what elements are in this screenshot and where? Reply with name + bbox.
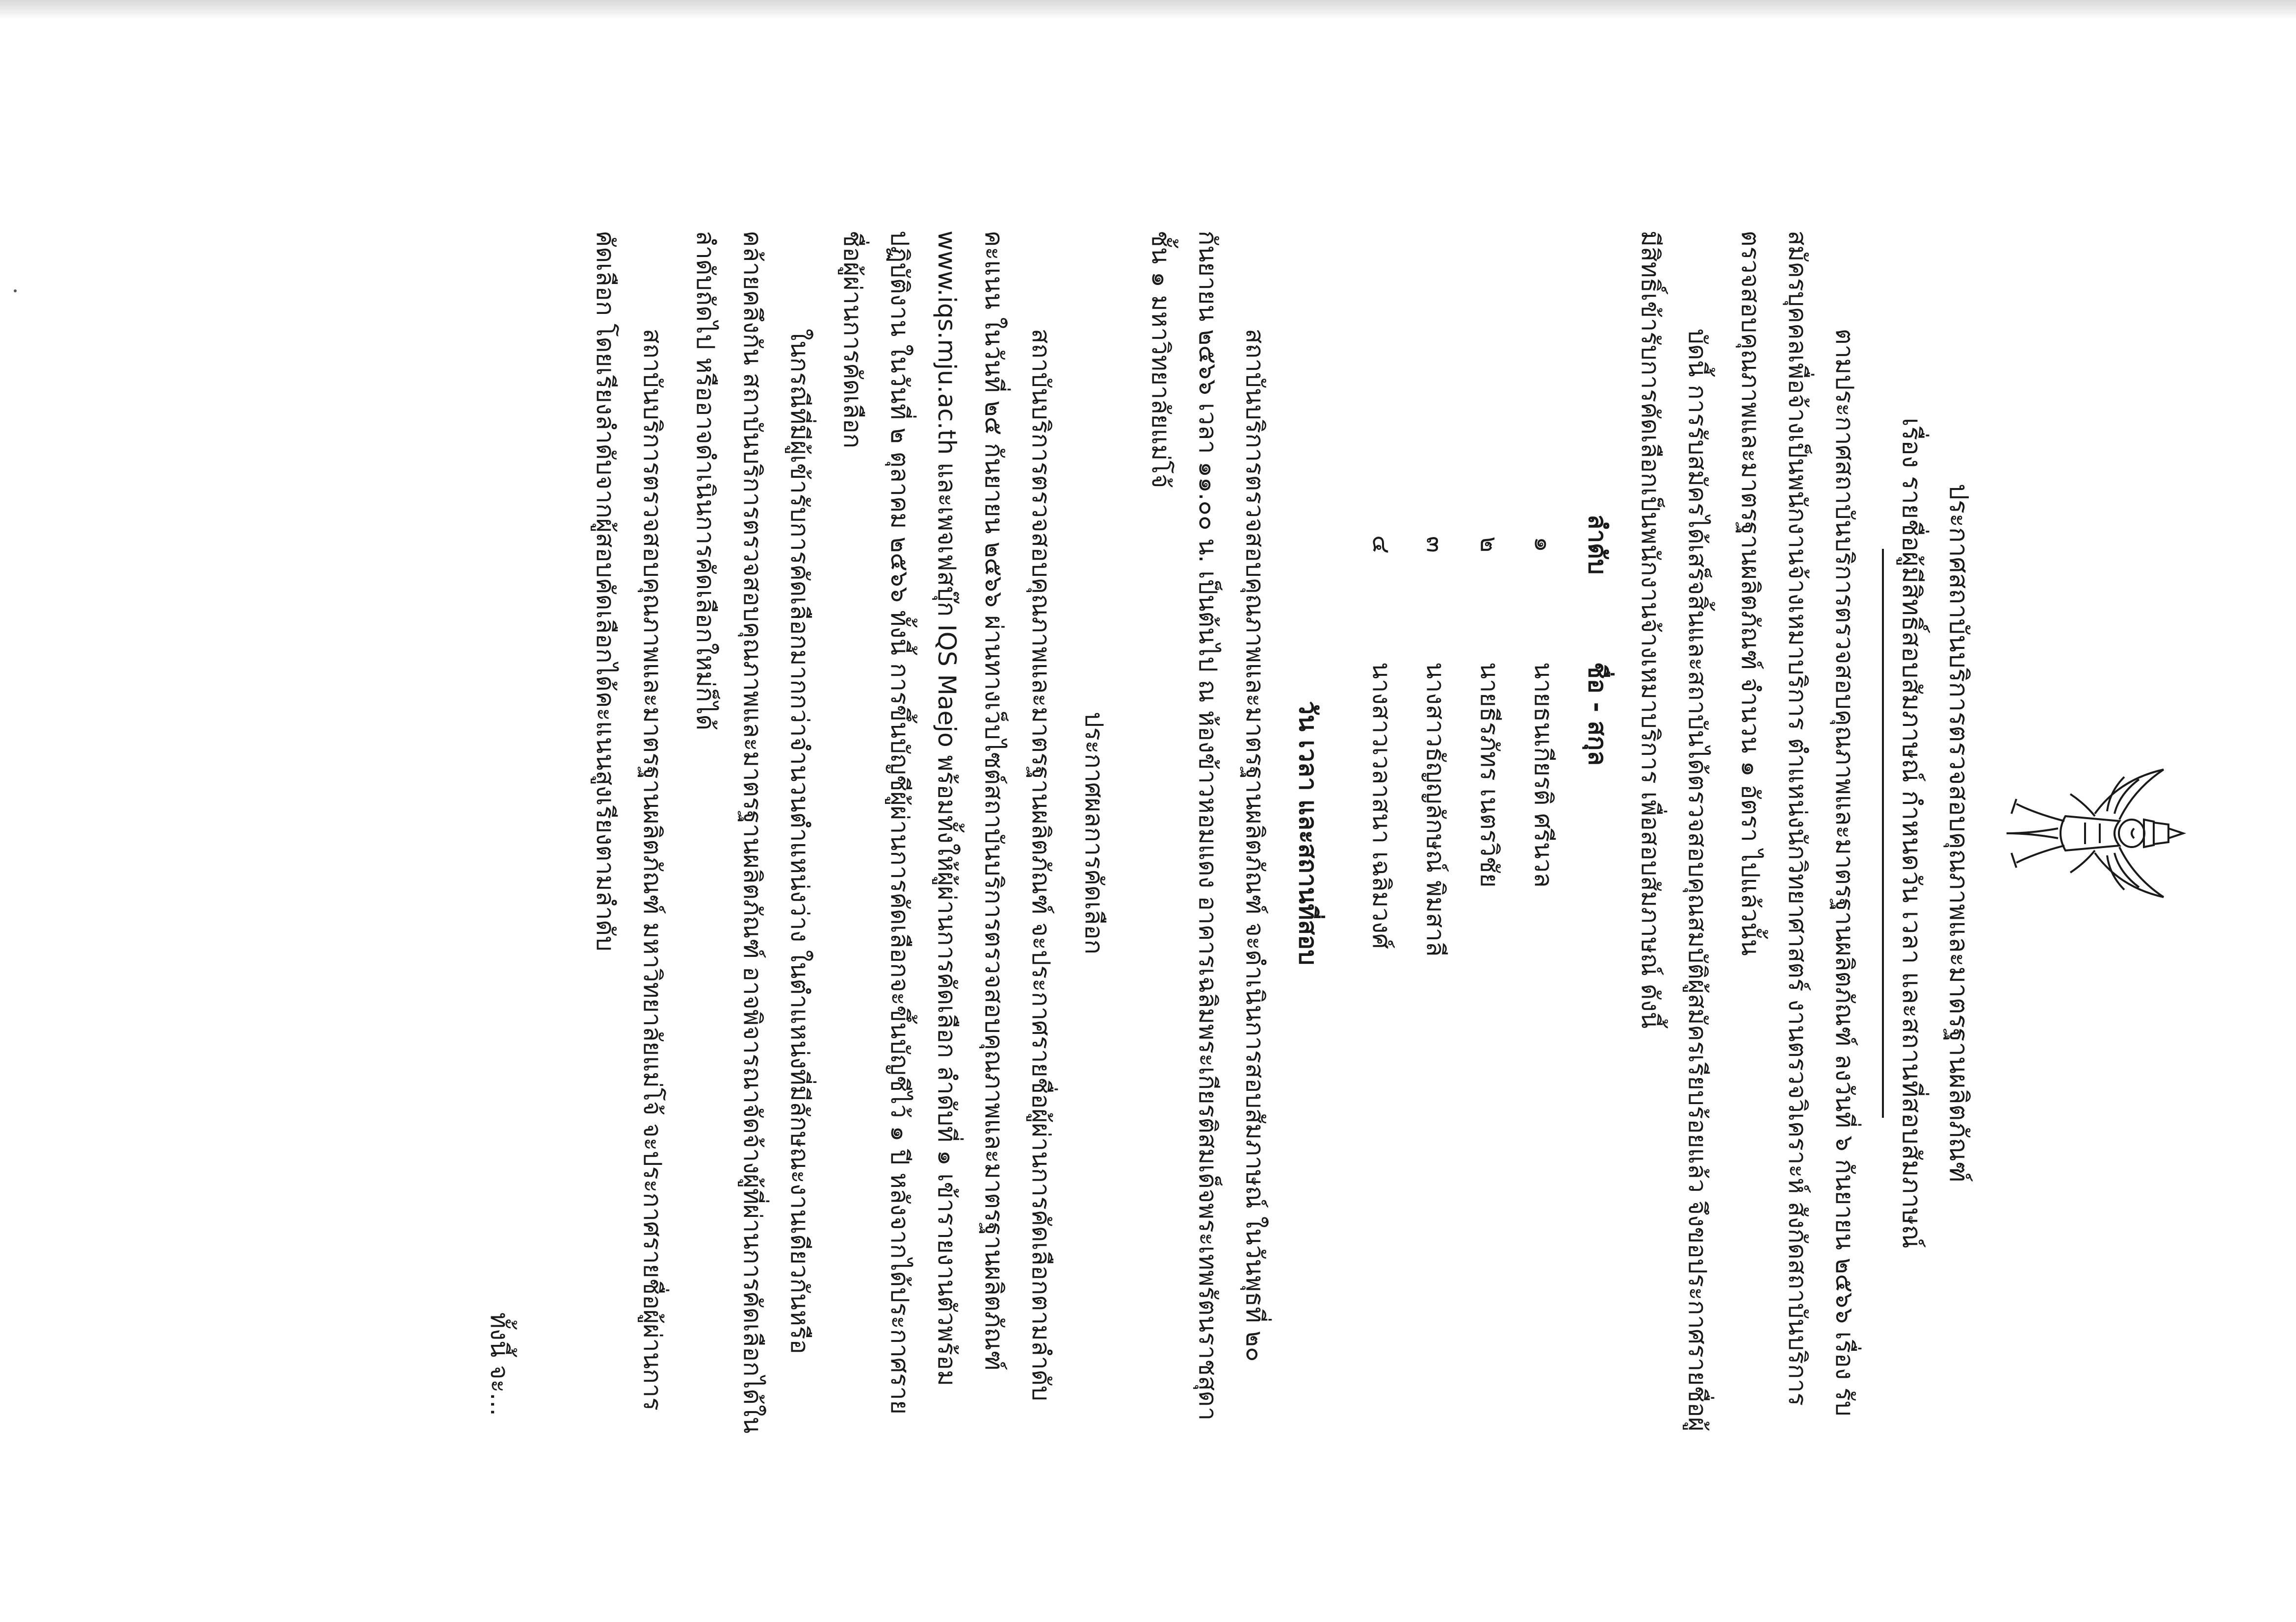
- candidate-order: ๒: [1475, 536, 1504, 553]
- exam-paragraph: สถาบันบริการตรวจสอบคุณภาพและมาตรฐานผลิตภัณฑ์ จะดำเนินการสอบสัมภาษณ์ ในวันพุธที่ ๒๐ กันยายน ๒๕๖๖ เวลา ๑๑.๐๐ น. เป็นต้นไป ณ ห้องข้าวหอมแดง อาคารเฉลิมพระเกียรติสมเด็จพระเทพรัตนราชสุดา ชั้น ๑ มหาวิทยาลัยแม่โจ้: [1147, 231, 1269, 1421]
- candidate-name: นางสาวเวลาสนา เฉลิมวงศ์: [1367, 662, 1396, 949]
- candidate-row: [1513, 437, 1567, 1153]
- result-section-heading: ประกาศผลการคัดเลือก: [1080, 712, 1108, 954]
- candidate-row: [1351, 437, 1405, 1153]
- result-paragraph-1: สถาบันบริการตรวจสอบคุณภาพและมาตรฐานผลิตภัณฑ์ จะประกาศรายชื่อผู้ผ่านการคัดเลือกตามลำดับคะแนน ในวันที่ ๒๕ กันยายน ๒๕๖๖ ผ่านทางเว็บไซต์สถาบันบริการตรวจสอบคุณภาพและมาตรฐานผลิตภัณฑ์ www.iqs.mju.ac.th และเพจเฟสบุ๊ก IQS Maejo พร้อมทั้งให้ผู้ผ่านการคัดเลือก ลำดับที่ ๑ เข้ารายงานตัวพร้อมปฏิบัติงาน ในวันที่ ๒ ตุลาคม ๒๕๖๖ ทั้งนี้ การขึ้นบัญชีผู้ผ่านการคัดเลือกจะขึ้นบัญชีไว้ ๑ ปี หลังจากได้ประกาศรายชื่อผู้ผ่านการคัดเลือก: [838, 231, 1055, 1415]
- candidate-name: นางสาวธัญญลักษณ์ พิมสาลี: [1421, 662, 1450, 957]
- candidate-row: [1405, 437, 1459, 1153]
- candidate-order: ๔: [1367, 535, 1396, 554]
- candidate-list-header: [1567, 437, 1621, 1153]
- doc-title-line2: เรื่อง รายชื่อผู้มีสิทธิ์สอบสัมภาษณ์ กำหนดวัน เวลา และสถานที่สอบสัมภาษณ์: [1897, 417, 1926, 1249]
- emblem-area: [1982, 231, 2193, 1436]
- intro-paragraph-1: ตามประกาศสถาบันบริการตรวจสอบคุณภาพและมาตรฐานผลิตภัณฑ์ ลงวันที่ ๖ กันยายน ๒๕๖๖ เรื่อง รับสมัครบุคคลเพื่อจ้างเป็นพนักงานจ้างเหมาบริการ ตำแหน่งนักวิทยาศาสตร์ งานตรวจวิเคราะห์ สังกัดสถาบันบริการตรวจสอบคุณภาพและมาตรฐานผลิตภัณฑ์ จำนวน ๑ อัตรา ไปแล้วนั้น: [1736, 231, 1859, 1416]
- header-name: ชื่อ - สกุล: [1583, 662, 1612, 766]
- result-paragraph-3: สถาบันบริการตรวจสอบคุณภาพและมาตรฐานผลิตภัณฑ์ มหาวิทยาลัยแม่โจ้ จะประกาศรายชื่อผู้ผ่านการคัดเลือก โดยเรียงลำดับจากผู้สอบคัดเลือกได้คะแนนสูงเรียงตามลำดับ: [591, 231, 667, 1411]
- header-order: ลำดับ: [1583, 514, 1612, 575]
- garuda-emblem-icon: [1997, 760, 2193, 907]
- candidate-order: ๑: [1529, 537, 1558, 552]
- candidate-order: ๓: [1421, 536, 1450, 553]
- result-paragraph-2: ในกรณีที่มีผู้เข้ารับการคัดเลือกมากกว่าจำนวนตำแหน่งว่าง ในตำแหน่งที่มีลักษณะงานเดียวกันหรือคล้ายคลึงกัน สถาบันบริการตรวจสอบคุณภาพและมาตรฐานผลิตภัณฑ์ อาจพิจารณาจัดจ้างผู้ที่ผ่านการคัดเลือกได้ในลำดับถัดไป หรืออาจดำเนินการคัดเลือกใหม่ก็ได้: [691, 231, 814, 1434]
- candidate-name: นายธีรภัทร เนตรวิชัย: [1475, 662, 1504, 888]
- exam-section-heading: วัน เวลา และสถานที่สอบ: [1294, 701, 1322, 965]
- candidate-list: [1351, 437, 1621, 1153]
- candidate-row: [1459, 437, 1513, 1153]
- page-continuation: ทั้งนี้ จะ...: [485, 1312, 514, 1416]
- candidate-name: นายธนเกียรติ ศรีนวล: [1529, 662, 1558, 888]
- intro-paragraph-2: บัดนี้ การรับสมัครได้เสร็จสิ้นและสถาบันได้ตรวจสอบคุณสมบัติผู้สมัครเรียบร้อยแล้ว จึงขอประกาศรายชื่อผู้มีสิทธิ์เข้ารับการคัดเลือกเป็นพนักงานจ้างเหมาบริการ เพื่อสอบสัมภาษณ์ ดังนี้: [1636, 231, 1712, 1432]
- title-underline: [1882, 549, 1884, 1118]
- doc-title-line1: ประกาศสถาบันบริการตรวจสอบคุณภาพและมาตรฐานผลิตภัณฑ์: [1944, 484, 1973, 1183]
